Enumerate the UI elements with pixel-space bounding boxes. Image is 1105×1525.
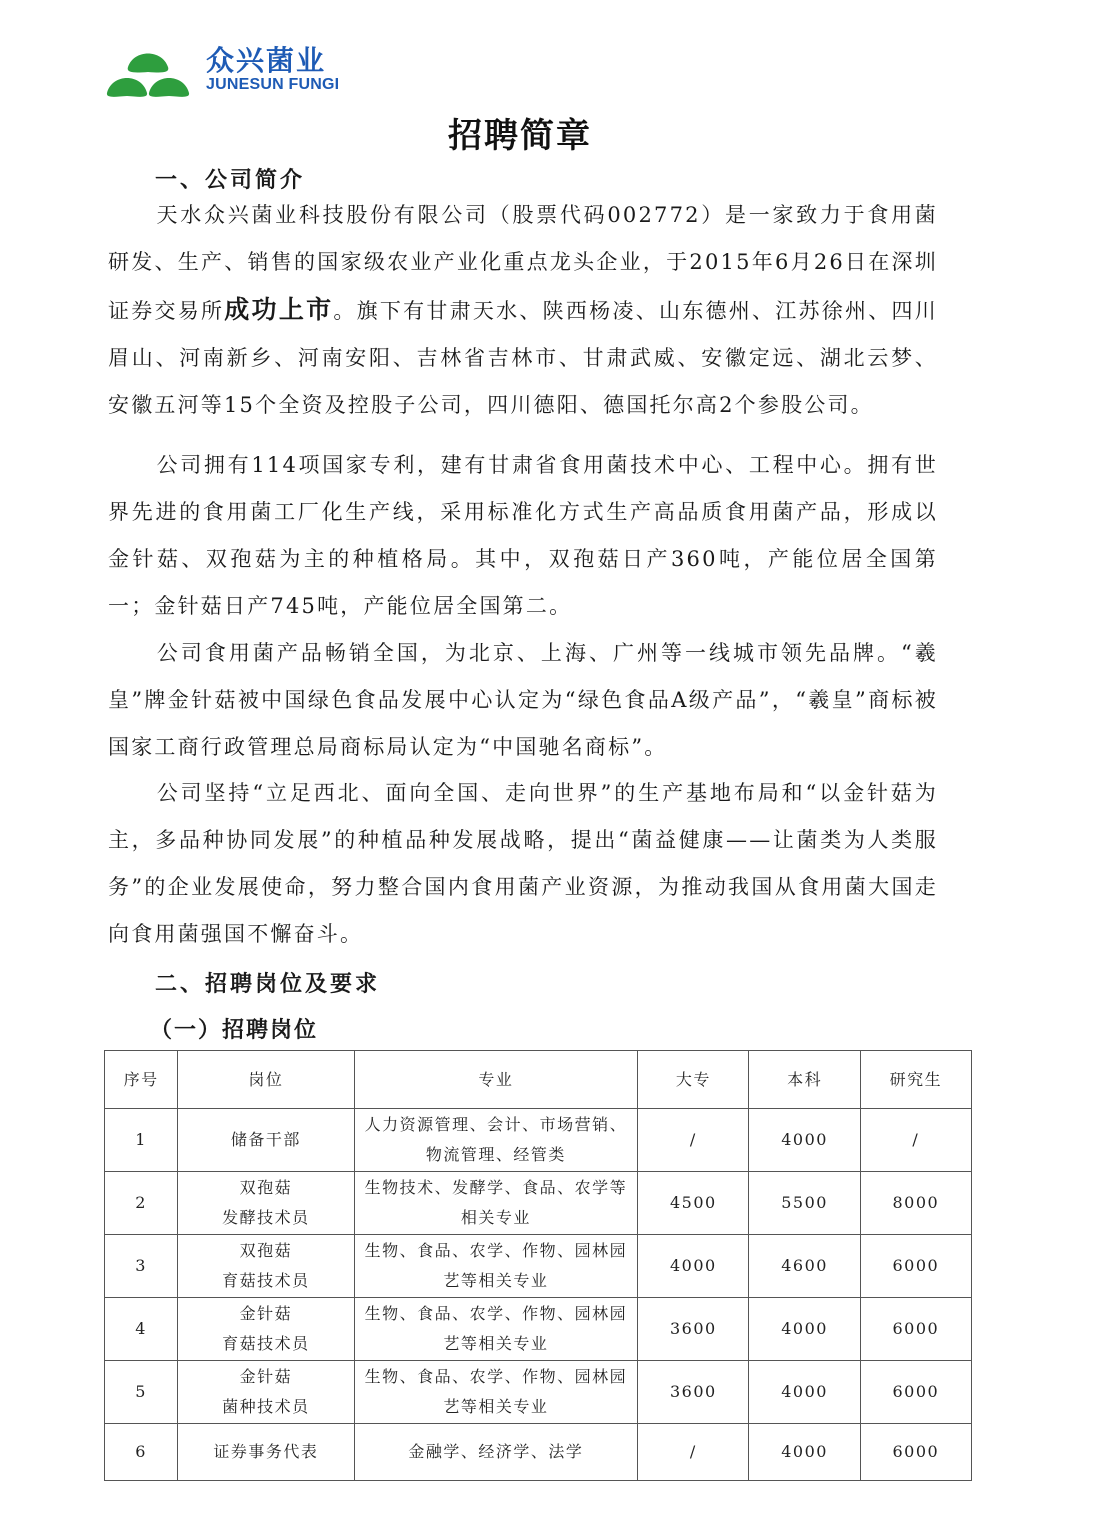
cell-college-salary: / <box>638 1109 749 1172</box>
cell-graduate-salary: 6000 <box>860 1235 971 1298</box>
cell-college-salary: 4000 <box>638 1235 749 1298</box>
paragraph-intro <box>108 192 938 429</box>
col-header-major: 专业 <box>354 1051 638 1109</box>
cell-college-salary: 4500 <box>638 1172 749 1235</box>
paragraph-brand <box>108 630 938 771</box>
major-line: 艺等相关专业 <box>443 1397 549 1416</box>
paragraph-strategy-text: 公司坚持“立足西北、面向全国、走向世界”的生产基地布局和“以金针菇为主，多品种协同发展”的种植品种发展战略，提出“菌益健康——让菌类为人类服务”的企业发展使命，努力整合国内食用菌产业资源，为推动我国从食用菌大国走向食用菌强国不懈奋斗。 <box>108 781 938 946</box>
cell-no: 4 <box>105 1298 178 1361</box>
cell-position <box>178 1235 354 1298</box>
major-line: 生物技术、发酵学、食品、农学等 <box>364 1178 628 1197</box>
cell-position <box>178 1361 354 1424</box>
highlight-listed: 成功上市 <box>224 295 334 324</box>
major-line: 相关专业 <box>460 1208 531 1227</box>
major-line: 生物、食品、农学、作物、园林园 <box>364 1304 628 1323</box>
cell-graduate-salary: 6000 <box>860 1361 971 1424</box>
col-header-bachelor: 本科 <box>749 1051 860 1109</box>
major-line: 物流管理、经管类 <box>425 1145 566 1164</box>
major-line: 生物、食品、农学、作物、园林园 <box>364 1241 628 1260</box>
col-header-no: 序号 <box>105 1051 178 1109</box>
major-line: 人力资源管理、会计、市场营销、 <box>364 1115 628 1134</box>
brand-name-cn: 众兴菌业 <box>206 44 327 77</box>
section-heading-company-intro: 一、公司简介 <box>155 168 306 193</box>
cell-bachelor-salary: 4000 <box>749 1109 860 1172</box>
cell-major <box>354 1235 638 1298</box>
position-line: 证券事务代表 <box>213 1442 319 1461</box>
position-line: 金针菇 <box>239 1367 293 1386</box>
cell-graduate-salary: 6000 <box>860 1424 971 1481</box>
major-line: 艺等相关专业 <box>443 1334 549 1353</box>
table-row <box>105 1235 972 1298</box>
positions-table <box>104 1050 972 1481</box>
position-line: 育菇技术员 <box>222 1334 310 1353</box>
cell-bachelor-salary: 4000 <box>749 1298 860 1361</box>
cell-college-salary: 3600 <box>638 1298 749 1361</box>
position-line: 储备干部 <box>230 1130 301 1149</box>
paragraph-brand-text: 公司食用菌产品畅销全国，为北京、上海、广州等一线城市领先品牌。“羲皇”牌金针菇被中国绿色食品发展中心认定为“绿色食品A级产品”，“羲皇”商标被国家工商行政管理总局商标局认定为“中国驰名商标”。 <box>108 641 938 759</box>
paragraph-intro-text: 天水众兴菌业科技股份有限公司（股票代码002772）是一家致力于食用菌研发、生产、销售的国家级农业产业化重点龙头企业，于2015年6月26日在深圳证券交易所 <box>108 203 938 323</box>
col-header-college: 大专 <box>638 1051 749 1109</box>
cell-position <box>178 1109 354 1172</box>
cell-position <box>178 1172 354 1235</box>
position-line: 金针菇 <box>239 1304 293 1323</box>
table-row <box>105 1109 972 1172</box>
position-line: 双孢菇 <box>239 1241 293 1260</box>
col-header-position: 岗位 <box>178 1051 354 1109</box>
cell-no: 1 <box>105 1109 178 1172</box>
major-line: 生物、食品、农学、作物、园林园 <box>364 1367 628 1386</box>
cell-no: 5 <box>105 1361 178 1424</box>
cell-no: 6 <box>105 1424 178 1481</box>
cell-bachelor-salary: 5500 <box>749 1172 860 1235</box>
cell-graduate-salary: 6000 <box>860 1298 971 1361</box>
major-line: 艺等相关专业 <box>443 1271 549 1290</box>
section-heading-positions: 二、招聘岗位及要求 <box>155 972 381 997</box>
cell-major <box>354 1361 638 1424</box>
cell-major <box>354 1109 638 1172</box>
cell-college-salary: 3600 <box>638 1361 749 1424</box>
paragraph-patents <box>108 442 938 630</box>
subheading-positions: （一）招聘岗位 <box>150 1018 319 1043</box>
table-row <box>105 1361 972 1424</box>
cell-no: 3 <box>105 1235 178 1298</box>
cell-graduate-salary: / <box>860 1109 971 1172</box>
paragraph-strategy <box>108 770 938 958</box>
table-row <box>105 1298 972 1361</box>
cell-bachelor-salary: 4600 <box>749 1235 860 1298</box>
col-header-graduate: 研究生 <box>860 1051 971 1109</box>
cell-graduate-salary: 8000 <box>860 1172 971 1235</box>
position-line: 发酵技术员 <box>222 1208 310 1227</box>
position-line: 育菇技术员 <box>222 1271 310 1290</box>
three-mushroom-caps-icon <box>106 43 190 97</box>
cell-no: 2 <box>105 1172 178 1235</box>
cell-bachelor-salary: 4000 <box>749 1424 860 1481</box>
company-logo <box>106 42 339 98</box>
paragraph-intro-text-cont: 。旗下有甘肃天水、陕西杨凌、山东德州、江苏徐州、四川眉山、河南新乡、河南安阳、吉林省吉林市、甘肃武威、安徽定远、湖北云梦、安徽五河等15个全资及控股子公司，四川德阳、德国托尔高2个参股公司。 <box>108 299 939 417</box>
paragraph-patents-text: 公司拥有114项国家专利，建有甘肃省食用菌技术中心、工程中心。拥有世界先进的食用菌工厂化生产线，采用标准化方式生产高品质食用菌产品，形成以金针菇、双孢菇为主的种植格局。其中，双孢菇日产360吨，产能位居全国第一；金针菇日产745吨，产能位居全国第二。 <box>108 453 938 618</box>
table-row <box>105 1424 972 1481</box>
cell-major <box>354 1172 638 1235</box>
table-row <box>105 1172 972 1235</box>
table-header-row <box>105 1051 972 1109</box>
position-line: 菌种技术员 <box>222 1397 310 1416</box>
cell-major <box>354 1298 638 1361</box>
brand-name-en: JUNESUN FUNGI <box>206 76 340 93</box>
cell-major <box>354 1424 638 1481</box>
major-line: 金融学、经济学、法学 <box>408 1442 584 1461</box>
position-line: 双孢菇 <box>239 1178 293 1197</box>
cell-bachelor-salary: 4000 <box>749 1361 860 1424</box>
cell-college-salary: / <box>638 1424 749 1481</box>
cell-position <box>178 1298 354 1361</box>
cell-position <box>178 1424 354 1481</box>
page-title: 招聘简章 <box>448 116 592 156</box>
